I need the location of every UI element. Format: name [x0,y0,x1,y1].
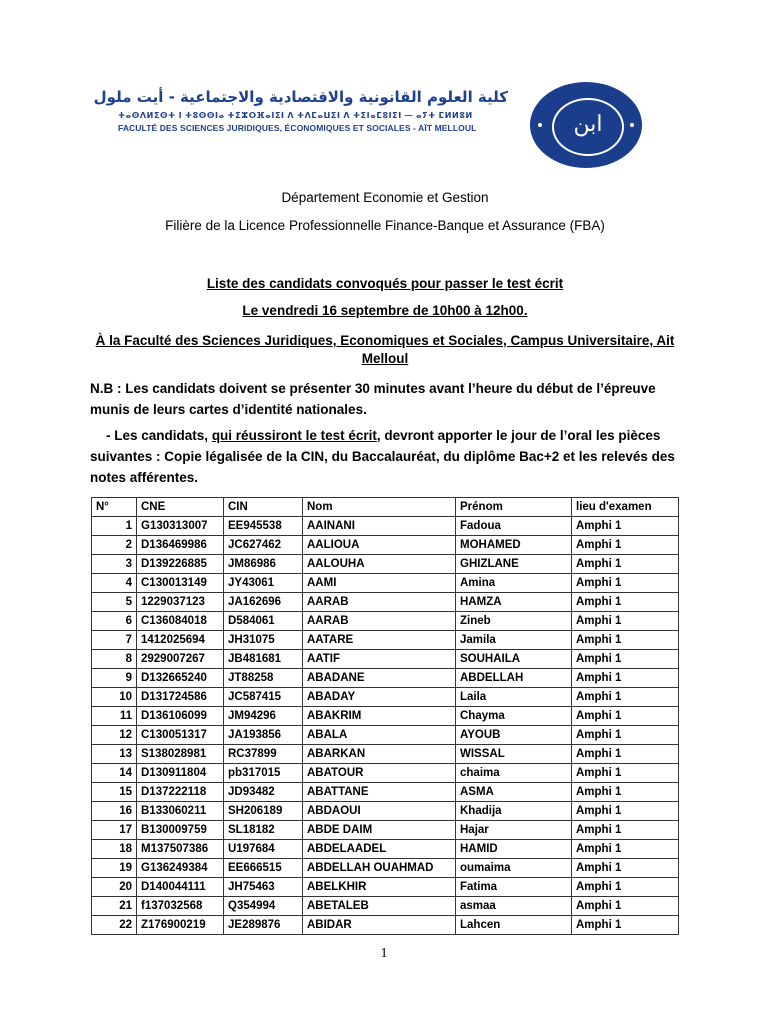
cell-number: 9 [92,669,137,688]
cell-prenom: Khadija [456,802,572,821]
cell-cne: G130313007 [137,517,224,536]
cell-cne: C130013149 [137,574,224,593]
cell-cin: JM94296 [224,707,303,726]
table-row [92,783,679,802]
table-header-row [92,498,679,517]
cell-cin: SL18182 [224,821,303,840]
seal-dot-icon [538,123,542,127]
cell-lieu-examen: Amphi 1 [572,802,679,821]
cell-prenom: Hajar [456,821,572,840]
cell-number: 17 [92,821,137,840]
cell-number: 13 [92,745,137,764]
cell-prenom: ASMA [456,783,572,802]
cell-prenom: Lahcen [456,916,572,935]
cell-cne: 2929007267 [137,650,224,669]
cell-number: 4 [92,574,137,593]
header-nom: Nom [303,498,456,517]
cell-cne: 1229037123 [137,593,224,612]
cell-nom: ABDAOUI [303,802,456,821]
cell-lieu-examen: Amphi 1 [572,916,679,935]
cell-cin: JM86986 [224,555,303,574]
cell-nom: ABATTANE [303,783,456,802]
cell-cin: Q354994 [224,897,303,916]
cell-number: 10 [92,688,137,707]
cell-cne: D131724586 [137,688,224,707]
cell-number: 20 [92,878,137,897]
header-cne: CNE [137,498,224,517]
requirements-paragraph [90,425,682,488]
cell-nom: ABELKHIR [303,878,456,897]
table-row [92,612,679,631]
table-row [92,631,679,650]
requirement-underlined: qui réussiront le test écrit [211,428,377,443]
cell-number: 15 [92,783,137,802]
university-seal-icon [530,82,642,168]
header-number: N° [92,498,137,517]
cell-prenom: asmaa [456,897,572,916]
cell-lieu-examen: Amphi 1 [572,859,679,878]
program-heading: Filière de la Licence Professionnelle Finance-Banque et Assurance (FBA) [165,218,605,233]
cell-lieu-examen: Amphi 1 [572,574,679,593]
cell-nom: ABADANE [303,669,456,688]
cell-lieu-examen: Amphi 1 [572,821,679,840]
cell-cne: D130911804 [137,764,224,783]
table-row [92,878,679,897]
cell-prenom: Jamila [456,631,572,650]
cell-lieu-examen: Amphi 1 [572,612,679,631]
cell-lieu-examen: Amphi 1 [572,650,679,669]
requirement-part1: Les candidats, [114,428,212,443]
table-row [92,593,679,612]
candidates-table [91,497,679,935]
exam-location-line2: Melloul [361,351,409,366]
arabic-faculty-name: كلية العلوم القانونية والاقتصادية والاجتماعية - أيت ملول [93,88,508,106]
cell-number: 6 [92,612,137,631]
cell-nom: AARAB [303,593,456,612]
cell-nom: ABARKAN [303,745,456,764]
cell-lieu-examen: Amphi 1 [572,631,679,650]
cell-nom: AARAB [303,612,456,631]
cell-lieu-examen: Amphi 1 [572,707,679,726]
cell-cin: JH31075 [224,631,303,650]
header-prenom: Prénom [456,498,572,517]
cell-cin: JT88258 [224,669,303,688]
cell-number: 12 [92,726,137,745]
cell-cin: U197684 [224,840,303,859]
cell-number: 1 [92,517,137,536]
cell-cne: B133060211 [137,802,224,821]
cell-lieu-examen: Amphi 1 [572,764,679,783]
cell-lieu-examen: Amphi 1 [572,878,679,897]
cell-cne: C136084018 [137,612,224,631]
nb-text: Les candidats doivent se présenter 30 minutes avant l’heure du début de l’épreuve munis de leurs cartes d’identité nationales. [90,381,656,417]
cell-prenom: Chayma [456,707,572,726]
tifinagh-faculty-name: ⵜⴰⵙⴷⵍⵉⵙⵜ ⵏ ⵜⵓⵙⵙⵏⴰ ⵜⵉⵣⵔⴼⴰⵏⵉⵏ ⴷ ⵜⴷⵎⴰⵡⵉⵏ ⴷ ⵜⵉⵏⴰⵎⵓⵏⵉⵏ — ⴰⵢⵜ ⵎⵍⵍⵓⵍ [118,111,473,120]
cell-cin: JA162696 [224,593,303,612]
cell-nom: ABDELLAH OUAHMAD [303,859,456,878]
cell-cin: RC37899 [224,745,303,764]
cell-cne: G136249384 [137,859,224,878]
cell-prenom: chaima [456,764,572,783]
bullet-dash: - [106,428,111,443]
cell-cne: D136106099 [137,707,224,726]
cell-cin: pb317015 [224,764,303,783]
cell-cin: JC587415 [224,688,303,707]
nb-note [90,378,682,420]
cell-number: 19 [92,859,137,878]
cell-cne: S138028981 [137,745,224,764]
cell-cne: 1412025694 [137,631,224,650]
cell-prenom: Fatima [456,878,572,897]
cell-lieu-examen: Amphi 1 [572,669,679,688]
cell-number: 8 [92,650,137,669]
nb-prefix: N.B : [90,381,126,396]
table-row [92,745,679,764]
cell-lieu-examen: Amphi 1 [572,726,679,745]
cell-nom: AATARE [303,631,456,650]
cell-number: 16 [92,802,137,821]
table-row [92,802,679,821]
cell-number: 3 [92,555,137,574]
cell-prenom: GHIZLANE [456,555,572,574]
cell-number: 21 [92,897,137,916]
cell-prenom: HAMID [456,840,572,859]
table-body [92,517,679,935]
cell-nom: ABAKRIM [303,707,456,726]
cell-nom: ABETALEB [303,897,456,916]
cell-prenom: Amina [456,574,572,593]
cell-nom: ABDE DAIM [303,821,456,840]
cell-cne: B130009759 [137,821,224,840]
cell-lieu-examen: Amphi 1 [572,840,679,859]
cell-cin: JD93482 [224,783,303,802]
cell-lieu-examen: Amphi 1 [572,783,679,802]
cell-nom: AALIOUA [303,536,456,555]
cell-cne: D137222118 [137,783,224,802]
cell-cin: JH75463 [224,878,303,897]
cell-prenom: ABDELLAH [456,669,572,688]
cell-nom: AATIF [303,650,456,669]
table-row [92,726,679,745]
cell-prenom: WISSAL [456,745,572,764]
cell-nom: ABALA [303,726,456,745]
exam-location-line1: À la Faculté des Sciences Juridiques, Economiques et Sociales, Campus Universitaire, Ait [95,333,675,348]
cell-cne: D136469986 [137,536,224,555]
cell-prenom: MOHAMED [456,536,572,555]
cell-nom: AALOUHA [303,555,456,574]
list-title: Liste des candidats convoqués pour passer le test écrit [206,276,564,291]
seal-dot-icon [630,123,634,127]
cell-nom: AAINANI [303,517,456,536]
cell-nom: AAMI [303,574,456,593]
cell-cin: JC627462 [224,536,303,555]
table-row [92,536,679,555]
cell-cin: SH206189 [224,802,303,821]
header-cin: CIN [224,498,303,517]
table-row [92,688,679,707]
cell-number: 5 [92,593,137,612]
cell-lieu-examen: Amphi 1 [572,745,679,764]
cell-number: 7 [92,631,137,650]
table-row [92,897,679,916]
cell-number: 2 [92,536,137,555]
cell-prenom: Laila [456,688,572,707]
table-row [92,517,679,536]
cell-cin: EE666515 [224,859,303,878]
cell-nom: ABATOUR [303,764,456,783]
cell-cin: EE945538 [224,517,303,536]
french-faculty-name: FACULTÉ DES SCIENCES JURIDIQUES, ÉCONOMIQUES ET SOCIALES - AÏT MELLOUL [118,123,477,133]
cell-cne: D140044111 [137,878,224,897]
cell-prenom: Zineb [456,612,572,631]
table-row [92,859,679,878]
cell-prenom: AYOUB [456,726,572,745]
table-row [92,764,679,783]
cell-number: 18 [92,840,137,859]
cell-cin: JY43061 [224,574,303,593]
table-row [92,555,679,574]
department-heading: Département Economie et Gestion [281,190,489,205]
cell-cin: JB481681 [224,650,303,669]
cell-cne: Z176900219 [137,916,224,935]
cell-cne: D139226885 [137,555,224,574]
cell-number: 14 [92,764,137,783]
cell-lieu-examen: Amphi 1 [572,555,679,574]
cell-cin: JE289876 [224,916,303,935]
cell-lieu-examen: Amphi 1 [572,593,679,612]
seal-emblem-icon [552,98,624,156]
table-row [92,707,679,726]
cell-cin: D584061 [224,612,303,631]
table-row [92,574,679,593]
cell-prenom: oumaima [456,859,572,878]
cell-lieu-examen: Amphi 1 [572,536,679,555]
cell-nom: ABIDAR [303,916,456,935]
seal-calligraphy-icon: ﺍﺑﻦ [573,112,603,137]
header-lieu-examen: lieu d'examen [572,498,679,517]
cell-lieu-examen: Amphi 1 [572,688,679,707]
exam-schedule: Le vendredi 16 septembre de 10h00 à 12h00. [242,303,528,318]
cell-cin: JA193856 [224,726,303,745]
cell-number: 11 [92,707,137,726]
table-row [92,840,679,859]
cell-lieu-examen: Amphi 1 [572,517,679,536]
cell-nom: ABDELAADEL [303,840,456,859]
cell-lieu-examen: Amphi 1 [572,897,679,916]
table-row [92,669,679,688]
cell-cne: M137507386 [137,840,224,859]
cell-cne: D132665240 [137,669,224,688]
requirement-part2: , devront apporter le jour de l’oral les pièces suivantes : Copie légalisée de la CIN, du Baccalauréat, du diplôme Bac+2 et les relevés des notes afférentes. [90,428,675,485]
table-row [92,821,679,840]
cell-cne: f137032568 [137,897,224,916]
table-row [92,650,679,669]
cell-prenom: HAMZA [456,593,572,612]
cell-prenom: Fadoua [456,517,572,536]
cell-prenom: SOUHAILA [456,650,572,669]
cell-number: 22 [92,916,137,935]
cell-cne: C130051317 [137,726,224,745]
page-number: 1 [380,946,388,961]
faculty-letterhead [93,88,648,160]
table-row [92,916,679,935]
cell-nom: ABADAY [303,688,456,707]
